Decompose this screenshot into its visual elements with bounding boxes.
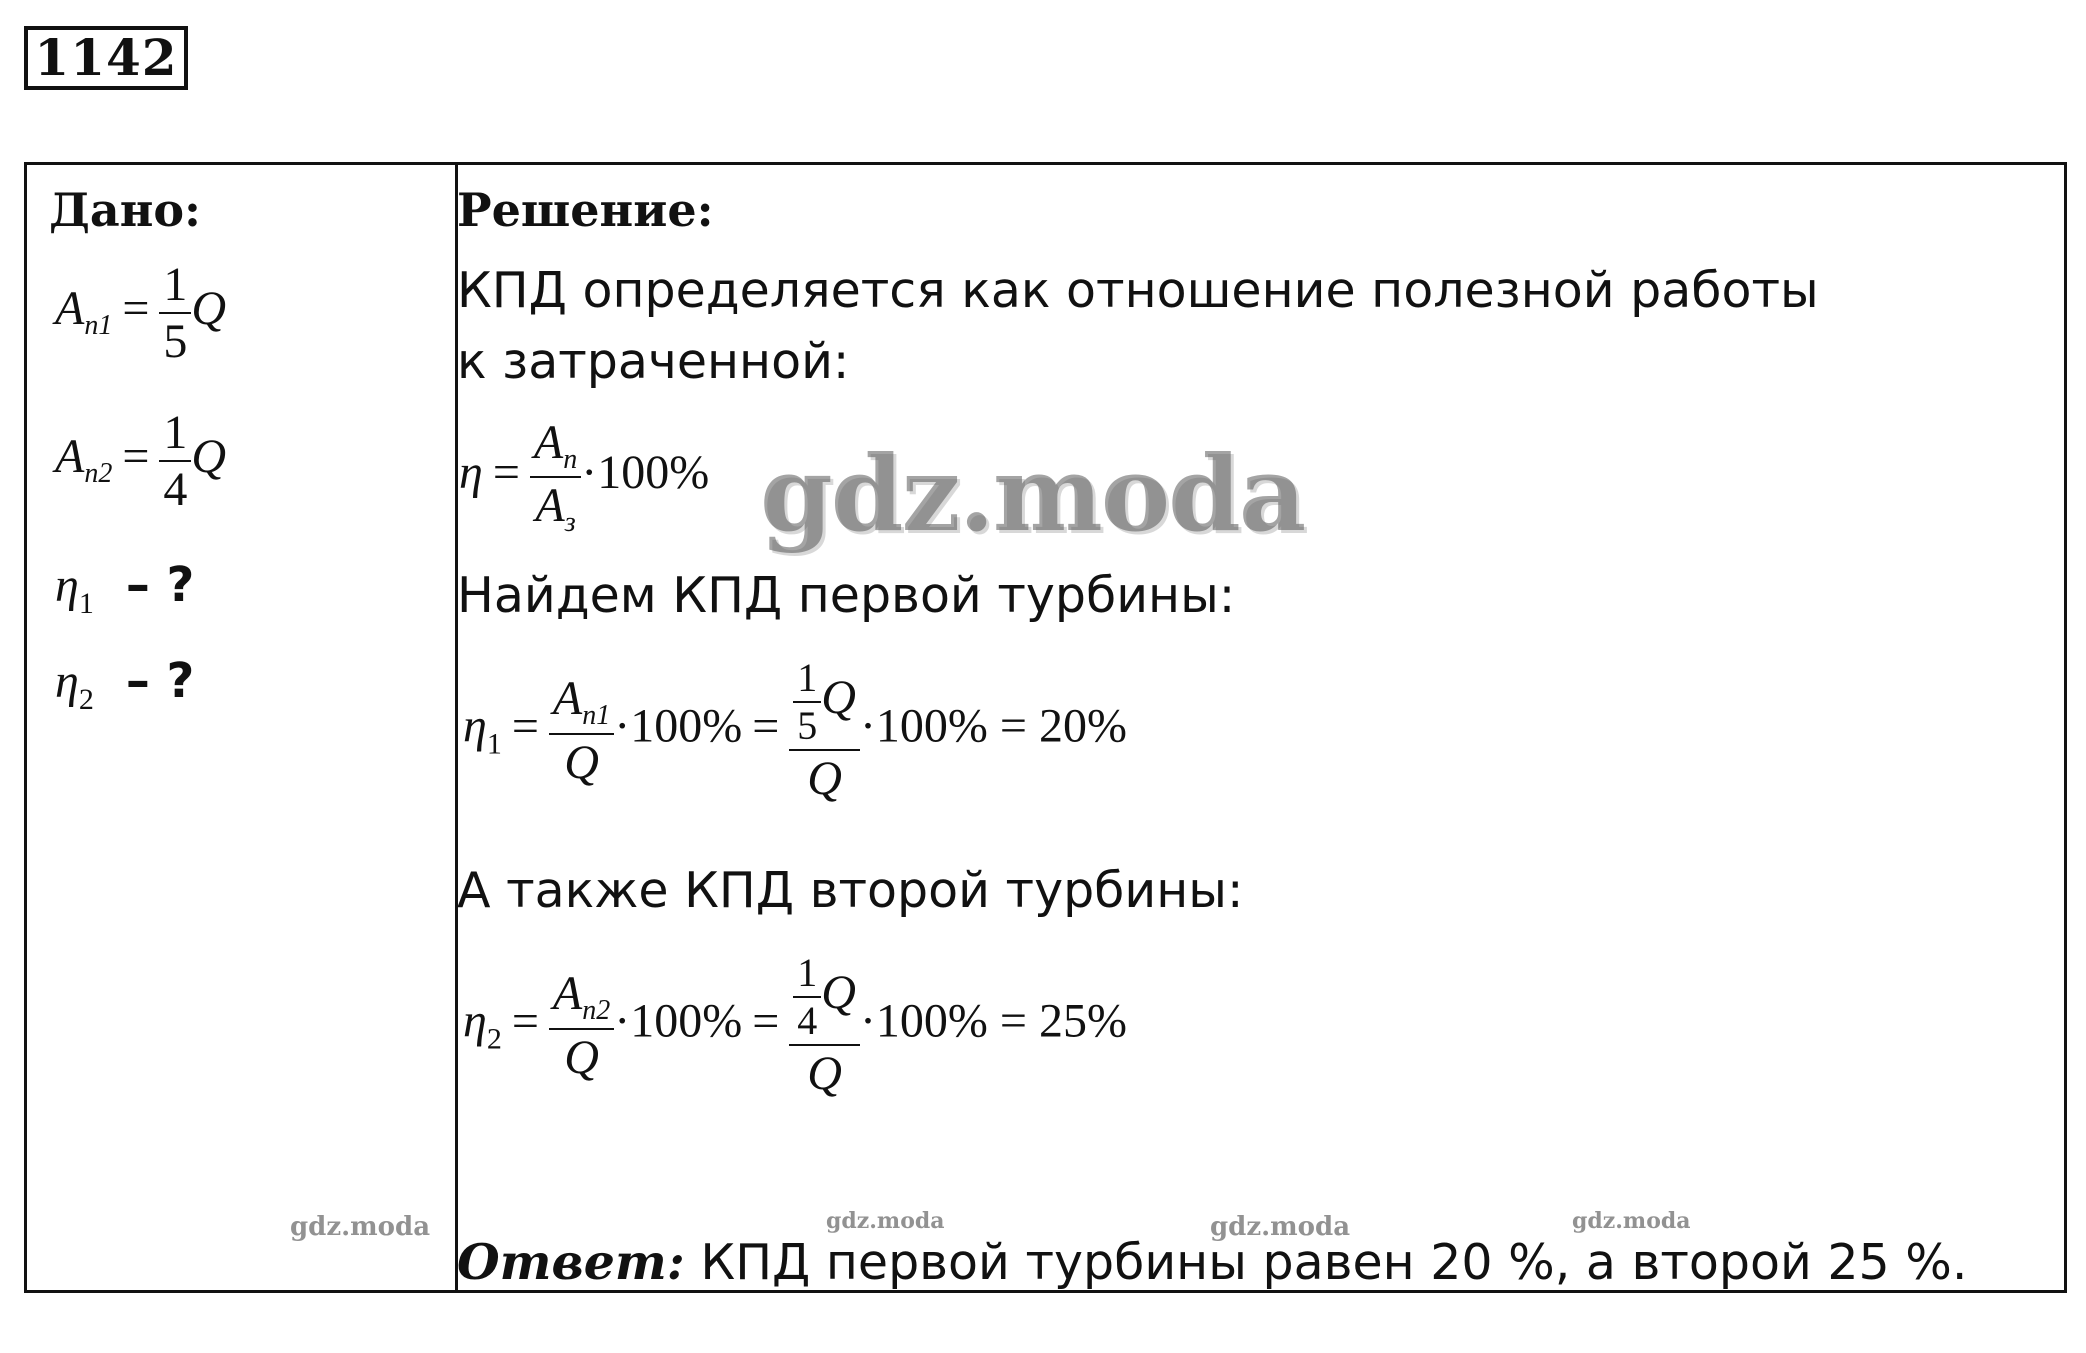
var-a: A [533,416,564,469]
fraction [549,966,614,1084]
var-eta: η [55,559,79,612]
var-a: A [55,282,85,336]
subscript: 2 [78,683,94,716]
subscript: 2 [486,1022,502,1056]
numerator: 1 [793,655,821,703]
solution-paragraph-3: А также КПД второй турбины: [457,862,1244,919]
given-work-2: $A_{п2}$ = $\frac{1}{4}$ Q [55,406,227,517]
var-q: Q [821,671,856,725]
watermark-small: gdz.moda [290,1212,431,1242]
denominator: 5 [797,703,818,748]
percent-factor: ·100% [614,994,743,1048]
result: ·100% = 20% [859,699,1127,753]
var-a: A [552,672,583,726]
watermark-small: gdz.moda [826,1208,945,1234]
watermark-small: gdz.moda [1210,1212,1351,1242]
var-q: Q [191,282,227,336]
percent-factor: ·100% [614,699,743,753]
question-mark: – ? [125,653,195,709]
var-a: A [535,479,565,533]
fraction [159,405,191,517]
answer-label: Ответ: [457,1233,685,1291]
var-eta: η [459,446,483,500]
result: ·100% = 25% [859,994,1127,1048]
compound-fraction [789,655,860,806]
fraction [530,415,581,539]
compound-fraction [789,950,860,1101]
numerator: 1 [159,257,191,314]
subscript: з [564,507,576,539]
question-mark: – ? [125,557,195,613]
var-a: A [552,967,583,1021]
subscript: 1 [486,727,502,761]
var-eta: η [463,994,487,1048]
percent-factor: ·100% [581,446,710,500]
denominator: 4 [797,998,818,1043]
subscript: п2 [582,995,611,1027]
var-eta: η [55,655,79,708]
var-a: A [55,430,85,484]
subscript: 1 [78,587,94,620]
var-q: Q [821,966,856,1020]
given-work-1: $A_{п1}$ = $\frac{1}{5}$ Q [55,258,227,369]
fraction [549,671,614,789]
var-q: Q [807,1047,842,1100]
solution-heading: Решение: [457,183,714,237]
denominator: 5 [163,315,188,369]
problem-number: 1142 [24,26,188,90]
var-q: Q [564,735,599,789]
var-q: Q [564,1030,599,1084]
solution-table [24,162,2067,1293]
var-eta: η [463,699,487,753]
var-q: Q [191,430,227,484]
numerator: 1 [159,405,191,462]
unknown-eta-2 [55,653,194,717]
var-q: Q [807,752,842,805]
answer-text: КПД первой турбины равен 20 %, а второй 25 %. [684,1234,1968,1291]
formula-efficiency: η = $\frac{A_п}{A_з}$ ·100% [459,416,710,539]
subscript: п1 [84,310,113,342]
watermark-small: gdz.moda [1572,1208,1691,1234]
subscript: п2 [84,458,113,490]
formula-turbine-1: $\eta_1$ = $\frac{A_{п1}}{Q}$ ·100% = $\frac{1}{5}$ Q Q ·100% = 20% [463,655,1127,805]
solution-paragraph-1: КПД определяется как отношение полезной работы к затраченной: [457,262,1819,391]
solution-paragraph-2: Найдем КПД первой турбины: [457,567,1236,624]
fraction [159,257,191,369]
denominator: 4 [163,463,188,517]
given-heading: Дано: [49,183,202,237]
inner-fraction [793,950,821,1044]
subscript: п1 [582,700,611,732]
unknown-eta-1 [55,557,194,621]
numerator: 1 [793,950,821,998]
subscript: п [563,444,578,475]
formula-turbine-2: $\eta_2$ = $\frac{A_{п2}}{Q}$ ·100% = $\frac{1}{4}$ Q Q ·100% = 25% [463,950,1127,1100]
watermark-logo: gdz.moda [760,432,1305,555]
inner-fraction [793,655,821,749]
